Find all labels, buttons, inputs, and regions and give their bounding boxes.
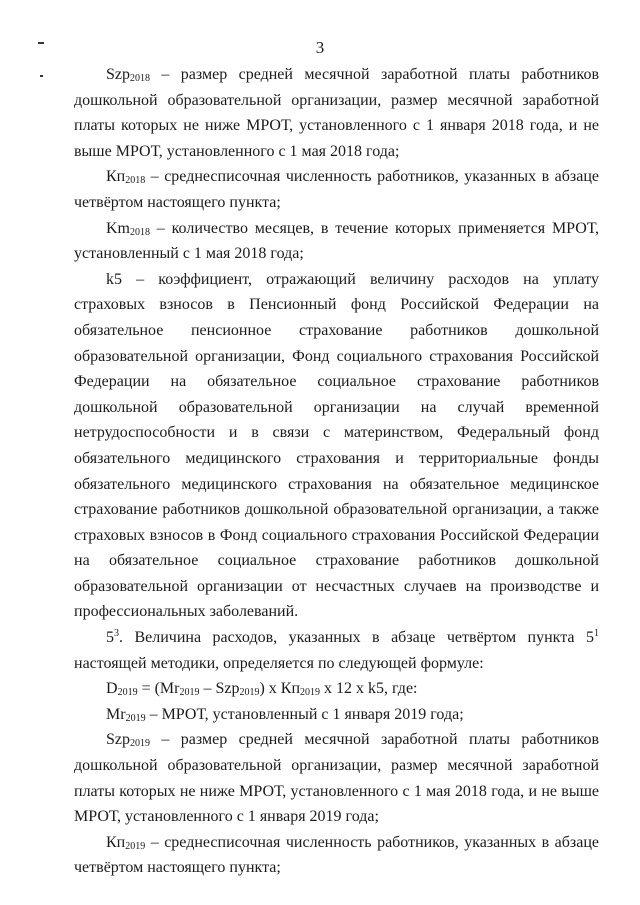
superscript: 3 (114, 628, 119, 640)
document-body (74, 62, 599, 881)
scan-mark (40, 75, 43, 77)
paragraph (74, 216, 599, 267)
text-run: ) x Кп (259, 680, 301, 698)
text-run: настоящей методики, определяется по следующей формуле: (74, 654, 484, 672)
text-run: – среднесписочная численность работников, указанных в абзаце четвёртом настоящего пункта; (74, 168, 599, 211)
subscript: 2019 (125, 712, 146, 724)
text-run: – среднесписочная численность работников, указанных в абзаце четвёртом настоящего пункта; (74, 833, 599, 877)
subscript: 2019 (130, 738, 150, 750)
subscript: 2018 (130, 226, 150, 238)
text-run: = (Mr (137, 680, 180, 698)
page-number: 3 (315, 38, 325, 57)
paragraph (74, 164, 599, 215)
subscript: 2019 (300, 687, 321, 699)
text-run: – количество месяцев, в течение которых применяется МРОТ, установленный с 1 мая 2018 года; (74, 219, 599, 263)
paragraph (74, 830, 599, 881)
paragraph (74, 676, 599, 702)
paragraph (74, 62, 599, 164)
text-run: Кп (106, 833, 126, 851)
paragraph (74, 267, 599, 625)
text-run: – МРОТ, установленный с 1 января 2019 года; (145, 705, 464, 723)
paragraph (74, 702, 599, 728)
subscript: 2018 (130, 73, 150, 84)
superscript: 1 (594, 628, 599, 640)
paragraph (74, 727, 599, 829)
text-run: . Величина расходов, указанных в абзаце четвёртом пункта 5 (119, 629, 594, 647)
text-run: – Szp (199, 680, 240, 698)
text-run: Km (106, 219, 130, 237)
text-run: k5 – коэффициент, отражающий величину расходов на уплату страховых взносов в Пенсионный фонд Российской Федерации на обязательное пенсионное страхование работников дошкольной образовательной организации, Фонд социального страхования Российской Федерации на обязательное социальное страхование работников дошкольной образовательной организации на случай временной нетрудоспособности и в связи с материнством, Федеральный фонд обязательного медицинского страхования и территориальные фонды обязательного медицинского страхования на обязательное медицинское страхование работников дошкольной образовательной организации, а также страховых взносов в Фонд социального страхования Российской Федерации на обязательное социальное страхование работников дошкольной образовательной организации от несчастных случаев на производстве и профессиональных заболеваний. (74, 270, 599, 621)
text-run: D (106, 680, 118, 698)
text-run: 5 (106, 629, 114, 647)
text-run: Кп (106, 168, 126, 186)
subscript: 2019 (117, 687, 138, 699)
text-run: Szp (106, 66, 130, 83)
text-run: Mr (106, 705, 126, 723)
subscript: 2018 (125, 175, 146, 187)
text-run: – размер средней месячной заработной платы работников дошкольной образовательной организации, размер месячной заработной платы которых не ниже МРОТ, установленного с 1 января 2018 года, и не выше МРОТ, установленного с 1 мая 2018 года; (74, 66, 599, 160)
text-run: x 12 x k5, где: (320, 680, 418, 698)
text-run: – размер средней месячной заработной платы работников дошкольной образовательной организации, размер месячной заработной платы которых не ниже МРОТ, установленного с 1 мая 2018 года, и не выше МРОТ, установленного с 1 января 2019 года; (74, 731, 599, 826)
subscript: 2019 (125, 840, 146, 852)
paragraph (74, 625, 599, 676)
subscript: 2019 (239, 687, 260, 699)
subscript: 2019 (179, 687, 200, 699)
text-run: Szp (106, 731, 130, 749)
